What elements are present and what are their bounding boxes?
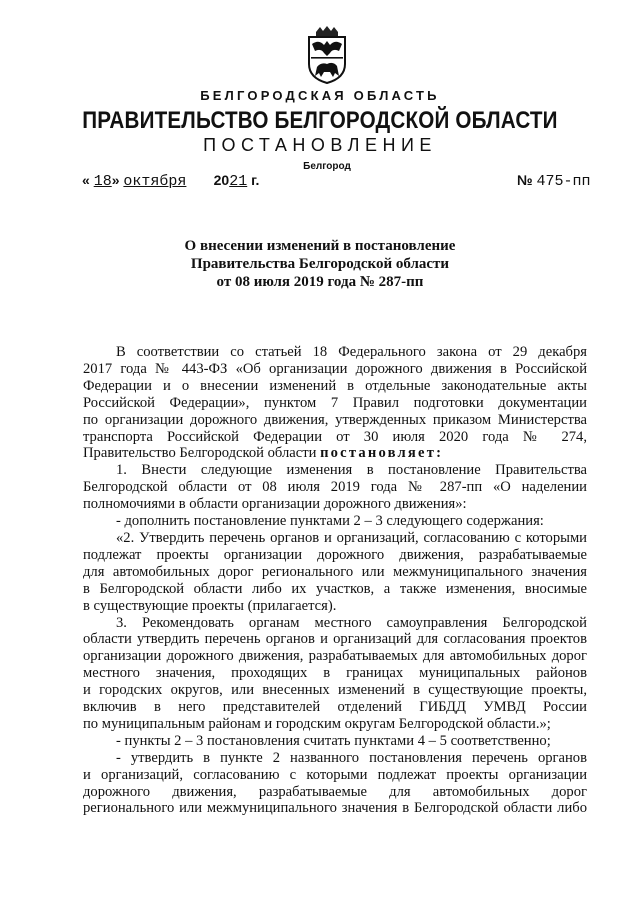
body-line: 3. Рекомендовать органам местного самоуправления Белгородской <box>116 614 587 631</box>
decree-date <box>82 172 259 190</box>
date-year-prefix: 20 <box>213 172 230 188</box>
body-line: В соответствии со статьей 18 Федерального закона от 29 декабря <box>116 344 587 360</box>
body-line: в Белгородской области либо их участков, а также изменения, вносимые <box>83 580 587 597</box>
body-line: для автомобильных дорог регионального или межмуниципального значения <box>83 563 587 580</box>
subject-line: от 08 июля 2019 года № 287-пп <box>216 274 424 290</box>
city-label: Белгород <box>303 161 351 172</box>
date-month: октября <box>123 173 187 190</box>
decree-number <box>517 172 591 190</box>
body-line: дорожного движения, разрабатываемые для автомобильных дорог <box>83 783 587 800</box>
body-line: регионального или межмуниципального значения в Белгородской области либо <box>83 800 587 817</box>
decree-subject <box>0 237 640 291</box>
body-line: по муниципальным районам и городским округам Белгородской области.»; <box>83 715 551 732</box>
body-line: в существующие проекты (прилагается). <box>83 597 337 614</box>
decree-resolution-line <box>83 445 587 462</box>
body-line: Федерации и о внесении изменений в отдельные законодательные акты <box>83 377 587 394</box>
document-type: ПОСТАНОВЛЕНИЕ <box>203 135 437 155</box>
body-line: организации дорожного движения, разрабатываемых для автомобильных дорог <box>83 648 587 665</box>
date-open-quote: « <box>82 172 90 188</box>
body-line: местного значения, проходящих в границах муниципальных районов <box>83 665 587 682</box>
body-line: и городских округов, или внесенных изменений в существующие проекты, <box>83 682 587 699</box>
body-line: Белгородской области от 08 июля 2019 года № 287-пп «О наделении <box>83 479 587 496</box>
body-line: - утвердить в пункте 2 названного постановления перечень органов <box>116 749 587 766</box>
body-line: подлежат проекты организации дорожного движения, разрабатываемые <box>83 546 587 563</box>
decree-body <box>83 344 587 817</box>
decree-intro: Правительство Белгородской области <box>83 445 317 462</box>
decree-word: постановляет: <box>320 445 444 462</box>
government-title: ПРАВИТЕЛЬСТВО БЕЛГОРОДСКОЙ ОБЛАСТИ <box>82 107 558 134</box>
region-title: БЕЛГОРОДСКАЯ ОБЛАСТЬ <box>200 88 440 103</box>
body-line: 2017 года № 443-ФЗ «Об организации дорожного движения в Российской <box>83 360 587 377</box>
number-value: 475-пп <box>536 173 591 190</box>
body-line: и организаций, согласованию с которыми подлежат проекты организации <box>83 766 587 783</box>
date-close-quote: » <box>111 172 120 188</box>
body-line: области утвердить перечень органов и организаций для согласования проектов <box>83 631 587 648</box>
body-line: транспорта Российской Федерации от 30 июля 2020 года № 274, <box>83 428 587 445</box>
number-prefix: № <box>517 172 533 188</box>
body-line: включив в него представителей отделений ГИБДД УМВД России <box>83 699 587 716</box>
body-line: «2. Утвердить перечень органов и организаций, согласованию с которыми <box>116 529 587 546</box>
subject-line: Правительства Белгородской области <box>190 256 450 272</box>
body-line: - пункты 2 – 3 постановления считать пунктами 4 – 5 соответственно; <box>116 732 551 749</box>
date-day: 18 <box>93 173 112 190</box>
body-line: 1. Внести следующие изменения в постановление Правительства <box>116 462 587 479</box>
date-year-suffix: 21 <box>229 173 248 190</box>
subject-line: О внесении изменений в постановление <box>184 238 456 254</box>
body-line: по организации дорожного движения, утвержденных приказом Министерства <box>83 411 587 428</box>
body-line: Российской Федерации», пунктом 7 Правил подготовки документации <box>83 394 587 411</box>
body-line: полномочиями в области организации дорожного движения»: <box>83 496 467 513</box>
coat-of-arms-emblem <box>302 26 352 84</box>
date-year-unit: г. <box>251 172 260 188</box>
body-line: - дополнить постановление пунктами 2 – 3 следующего содержания: <box>116 513 544 530</box>
